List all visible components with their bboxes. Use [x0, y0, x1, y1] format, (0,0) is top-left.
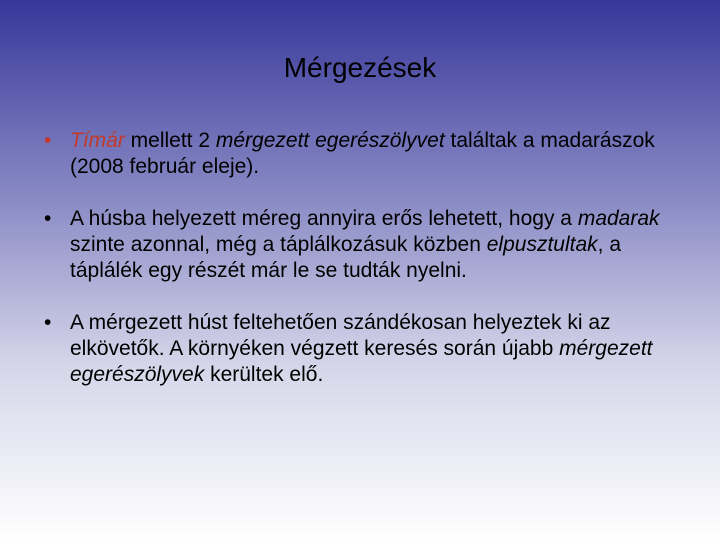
bullet-text-segment: szinte azonnal, még a táplálkozásuk közben — [70, 233, 487, 256]
bullet-item-3 — [44, 310, 684, 388]
bullet-text-segment: találtak a madarászok (2008 február eleje). — [70, 129, 655, 178]
bullet-text-segment: A mérgezett húst feltehetően szándékosan helyeztek ki az elkövetők. A környéken végzett keresés során újabb — [70, 311, 611, 360]
bullet-item-2 — [44, 206, 684, 284]
bullet-text-segment: A húsba helyezett méreg annyira erős lehetett, hogy a — [70, 207, 578, 230]
bullet-text-segment: elpusztultak — [486, 233, 598, 256]
bullet-dot: • — [44, 129, 52, 152]
bullet-text-segment: mérgezett egerészölyvek — [70, 337, 653, 386]
bullet-text-segment: mellett 2 — [124, 129, 216, 152]
bullet-text-segment: madarak — [577, 207, 660, 230]
bullet-dot: • — [44, 207, 52, 230]
bullet-text-segment: kerültek elő. — [204, 363, 324, 386]
slide-title: Mérgezések — [283, 52, 437, 83]
bullet-item-1 — [44, 128, 684, 180]
bullet-text-segment: mérgezett egerészölyvet — [215, 129, 445, 152]
bullet-dot: • — [44, 311, 52, 334]
bullet-list — [44, 128, 684, 414]
bullet-text-segment: , a táplálék egy részét már le se tudták nyelni. — [70, 233, 622, 282]
bullet-text-segment: Tímár — [70, 129, 125, 152]
